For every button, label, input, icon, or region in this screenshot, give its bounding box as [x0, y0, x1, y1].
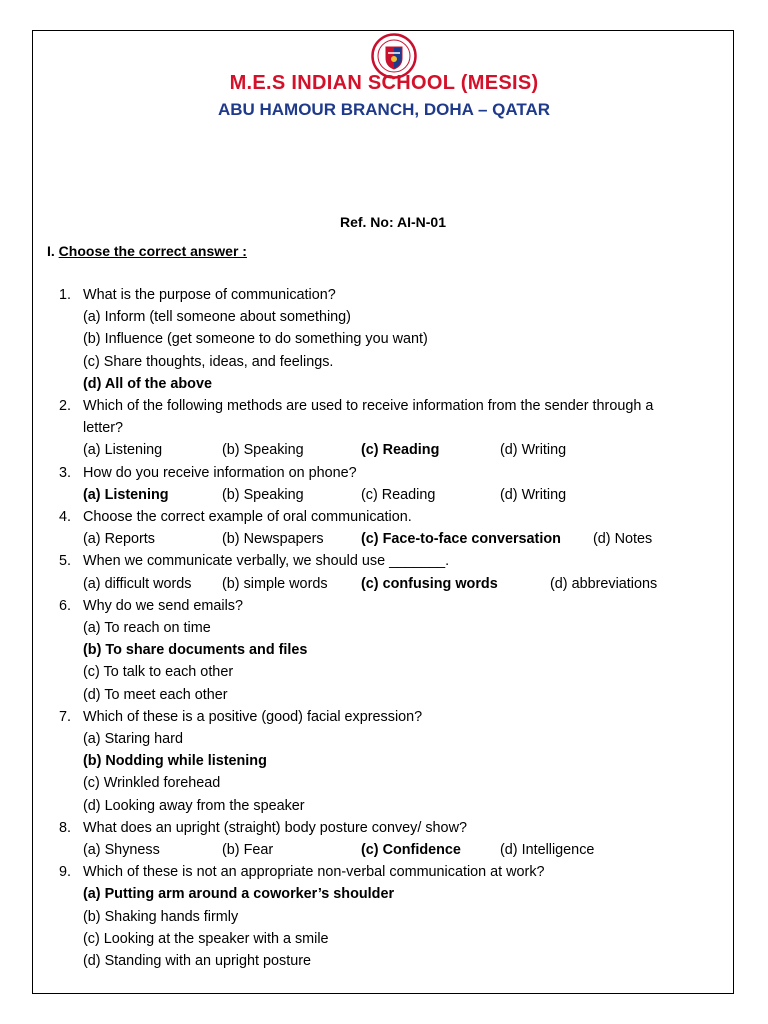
question-text: letter? — [83, 420, 123, 437]
question-item — [59, 595, 719, 706]
answer-option: (b) Speaking — [222, 442, 304, 459]
answer-option: (c) Reading — [361, 486, 436, 503]
correct-answer-option: (b) To share documents and files — [83, 642, 308, 659]
question-text: Choose the correct example of oral communication. — [83, 509, 412, 526]
question-item — [59, 706, 719, 817]
question-text: When we communicate verbally, we should use _______. — [83, 553, 450, 570]
answer-option: (c) Share thoughts, ideas, and feelings. — [83, 353, 334, 370]
question-item — [59, 462, 719, 506]
answer-options — [83, 839, 719, 861]
question-text: Why do we send emails? — [83, 597, 243, 614]
school-branch: ABU HAMOUR BRANCH, DOHA – QATAR — [217, 100, 551, 119]
answer-options — [83, 528, 719, 550]
answer-option: (d) To meet each other — [83, 686, 228, 703]
question-item — [59, 550, 719, 594]
answer-option: (a) To reach on time — [83, 620, 211, 637]
question-number: 1. — [59, 287, 72, 303]
question-item — [59, 506, 719, 550]
question-number: 4. — [59, 509, 72, 526]
correct-answer-option: (b) Nodding while listening — [83, 753, 267, 770]
answer-option: (d) Standing with an upright posture — [83, 953, 311, 970]
answer-option: (b) Newspapers — [222, 531, 324, 548]
section-heading — [47, 243, 247, 259]
school-name: M.E.S INDIAN SCHOOL (MESIS) — [229, 72, 539, 94]
question-body — [83, 550, 719, 594]
reference-number: Ref. No: AI-N-01 — [339, 214, 447, 230]
answer-option: (b) Fear — [222, 842, 274, 859]
question-list — [59, 284, 719, 972]
question-text: Which of the following methods are used to receive information from the sender through a — [83, 398, 654, 415]
question-body — [83, 284, 719, 395]
answer-option: (a) difficult words — [83, 575, 192, 592]
question-text: Which of these is not an appropriate non-verbal communication at work? — [83, 864, 545, 881]
answer-option: (d) Writing — [500, 486, 567, 503]
answer-option: (d) abbreviations — [550, 575, 658, 592]
answer-option: (b) Influence (get someone to do something you want) — [83, 331, 428, 348]
question-number: 6. — [59, 597, 72, 614]
question-body — [83, 706, 719, 817]
question-number: 3. — [59, 464, 72, 481]
answer-option: (d) Intelligence — [500, 842, 595, 859]
question-body — [83, 506, 719, 550]
question-text: Which of these is a positive (good) facial expression? — [83, 708, 423, 725]
question-number: 7. — [59, 708, 72, 725]
question-number: 5. — [59, 553, 72, 570]
correct-answer-option: (c) Face-to-face conversation — [361, 531, 561, 548]
answer-option: (c) To talk to each other — [83, 664, 234, 681]
question-body — [83, 595, 719, 706]
answer-option: (b) Shaking hands firmly — [83, 908, 239, 925]
correct-answer-option: (c) confusing words — [361, 575, 498, 592]
section-title: Choose the correct answer : — [58, 243, 247, 259]
answer-option: (b) Speaking — [222, 486, 304, 503]
answer-option: (d) Notes — [593, 531, 653, 548]
answer-option: (a) Staring hard — [83, 731, 183, 748]
question-item — [59, 395, 719, 462]
answer-option: (b) simple words — [222, 575, 328, 592]
answer-option: (a) Shyness — [83, 842, 160, 859]
answer-option: (c) Wrinkled forehead — [83, 775, 221, 792]
correct-answer-option: (c) Reading — [361, 442, 440, 459]
question-text: How do you receive information on phone? — [83, 464, 357, 481]
question-body — [83, 861, 719, 972]
correct-answer-option: (c) Confidence — [361, 842, 461, 859]
answer-option: (d) Writing — [500, 442, 567, 459]
answer-option: (a) Inform (tell someone about something) — [83, 309, 351, 326]
question-text: What does an upright (straight) body posture convey/ show? — [83, 819, 467, 836]
question-body — [83, 462, 719, 506]
question-body — [83, 817, 719, 861]
question-number: 8. — [59, 819, 72, 836]
section-numeral: I. — [47, 243, 59, 259]
question-text: What is the purpose of communication? — [83, 287, 336, 303]
correct-answer-option: (a) Listening — [83, 486, 169, 503]
answer-option: (d) Looking away from the speaker — [83, 797, 305, 814]
answer-options — [83, 439, 719, 461]
question-item — [59, 817, 719, 861]
question-item — [59, 861, 719, 972]
answer-option: (a) Reports — [83, 531, 155, 548]
answer-options — [83, 573, 719, 595]
answer-option: (a) Listening — [83, 442, 163, 459]
answer-options — [83, 484, 719, 506]
correct-answer-option: (d) All of the above — [83, 375, 212, 392]
question-item — [59, 284, 719, 395]
correct-answer-option: (a) Putting arm around a coworker’s shoulder — [83, 886, 395, 903]
answer-option: (c) Looking at the speaker with a smile — [83, 930, 329, 947]
question-number: 9. — [59, 864, 72, 881]
question-number: 2. — [59, 398, 72, 415]
question-body — [83, 395, 719, 462]
